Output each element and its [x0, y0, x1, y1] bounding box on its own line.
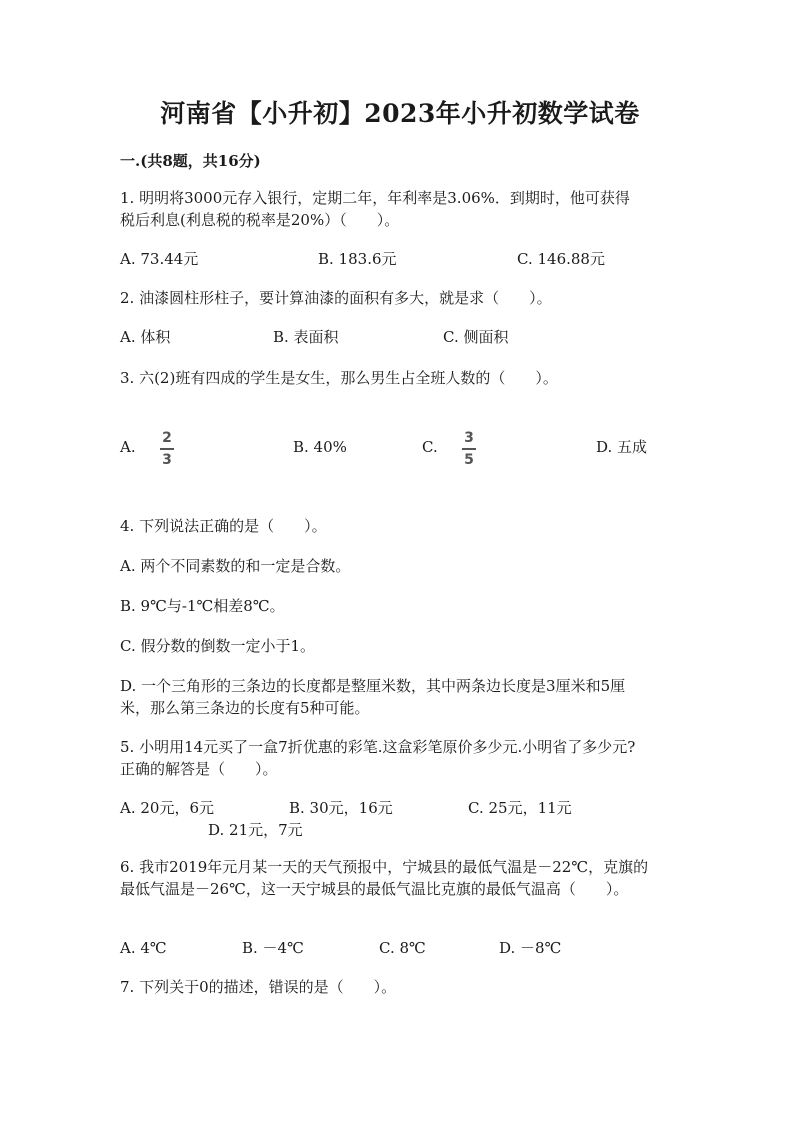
question-5-option-d: D. 21元，7元 — [208, 821, 303, 839]
section-heading: 一.(共8题，共16分) — [120, 152, 261, 170]
question-4-option-d-line2: 米，那么第三条边的长度有5种可能。 — [120, 699, 370, 717]
question-6-option-b: B. －4℃ — [242, 939, 304, 957]
question-1-option-c: C. 146.88元 — [517, 250, 605, 268]
question-6-option-c: C. 8℃ — [379, 939, 426, 957]
fraction-numerator: 2 — [162, 430, 172, 446]
fraction-denominator: 5 — [464, 451, 474, 468]
question-3-option-a-fraction — [157, 430, 177, 468]
question-4-option-a: A. 两个不同素数的和一定是合数。 — [120, 557, 351, 575]
question-5-text-line2: 正确的解答是（ ）。 — [120, 760, 278, 778]
question-3-option-b: B. 40% — [293, 438, 347, 456]
fraction-denominator: 3 — [162, 451, 172, 468]
question-4-option-b: B. 9℃与-1℃相差8℃。 — [120, 597, 285, 615]
question-1-text-line2: 税后利息(利息税的税率是20%）（ ）。 — [120, 211, 400, 229]
question-1-text-line1: 1. 明明将3000元存入银行，定期二年，年利率是3.06%．到期时，他可获得 — [120, 189, 630, 207]
question-2-option-c: C. 侧面积 — [443, 328, 509, 346]
fraction-bar — [462, 448, 476, 450]
question-2-text: 2. 油漆圆柱形柱子，要计算油漆的面积有多大，就是求（ ）。 — [120, 289, 552, 307]
question-5-option-c: C. 25元，11元 — [468, 799, 572, 817]
fraction-numerator: 3 — [464, 430, 474, 446]
question-3-text: 3. 六(2)班有四成的学生是女生，那么男生占全班人数的（ ）。 — [120, 369, 558, 387]
question-1-option-a: A. 73.44元 — [120, 250, 199, 268]
question-6-option-a: A. 4℃ — [120, 939, 167, 957]
page-title: 河南省【小升初】2023年小升初数学试卷 — [160, 99, 640, 128]
question-1-option-b: B. 183.6元 — [318, 250, 397, 268]
question-2-option-a: A. 体积 — [120, 328, 171, 346]
question-5-option-b: B. 30元，16元 — [289, 799, 393, 817]
question-6-option-d: D. －8℃ — [499, 939, 562, 957]
question-6-text-line1: 6. 我市2019年元月某一天的天气预报中，宁城县的最低气温是－22℃，克旗的 — [120, 858, 649, 876]
question-4-text: 4. 下列说法正确的是（ ）。 — [120, 517, 327, 535]
question-3-option-a-label: A. — [120, 438, 136, 456]
question-4-option-d-line1: D. 一个三角形的三条边的长度都是整厘米数，其中两条边长度是3厘米和5厘 — [120, 677, 626, 695]
fraction-bar — [160, 448, 174, 450]
question-5-option-a: A. 20元，6元 — [120, 799, 214, 817]
question-3-option-d: D. 五成 — [596, 438, 648, 456]
question-4-option-c: C. 假分数的倒数一定小于1。 — [120, 637, 316, 655]
question-2-option-b: B. 表面积 — [273, 328, 339, 346]
question-6-text-line2: 最低气温是－26℃，这一天宁城县的最低气温比克旗的最低气温高（ ）。 — [120, 880, 629, 898]
question-3-option-c-label: C. — [422, 438, 438, 456]
question-3-option-c-fraction — [459, 430, 479, 468]
question-7-text: 7. 下列关于0的描述，错误的是（ ）。 — [120, 978, 397, 996]
question-5-text-line1: 5. 小明用14元买了一盒7折优惠的彩笔.这盒彩笔原价多少元.小明省了多少元? — [120, 738, 636, 756]
